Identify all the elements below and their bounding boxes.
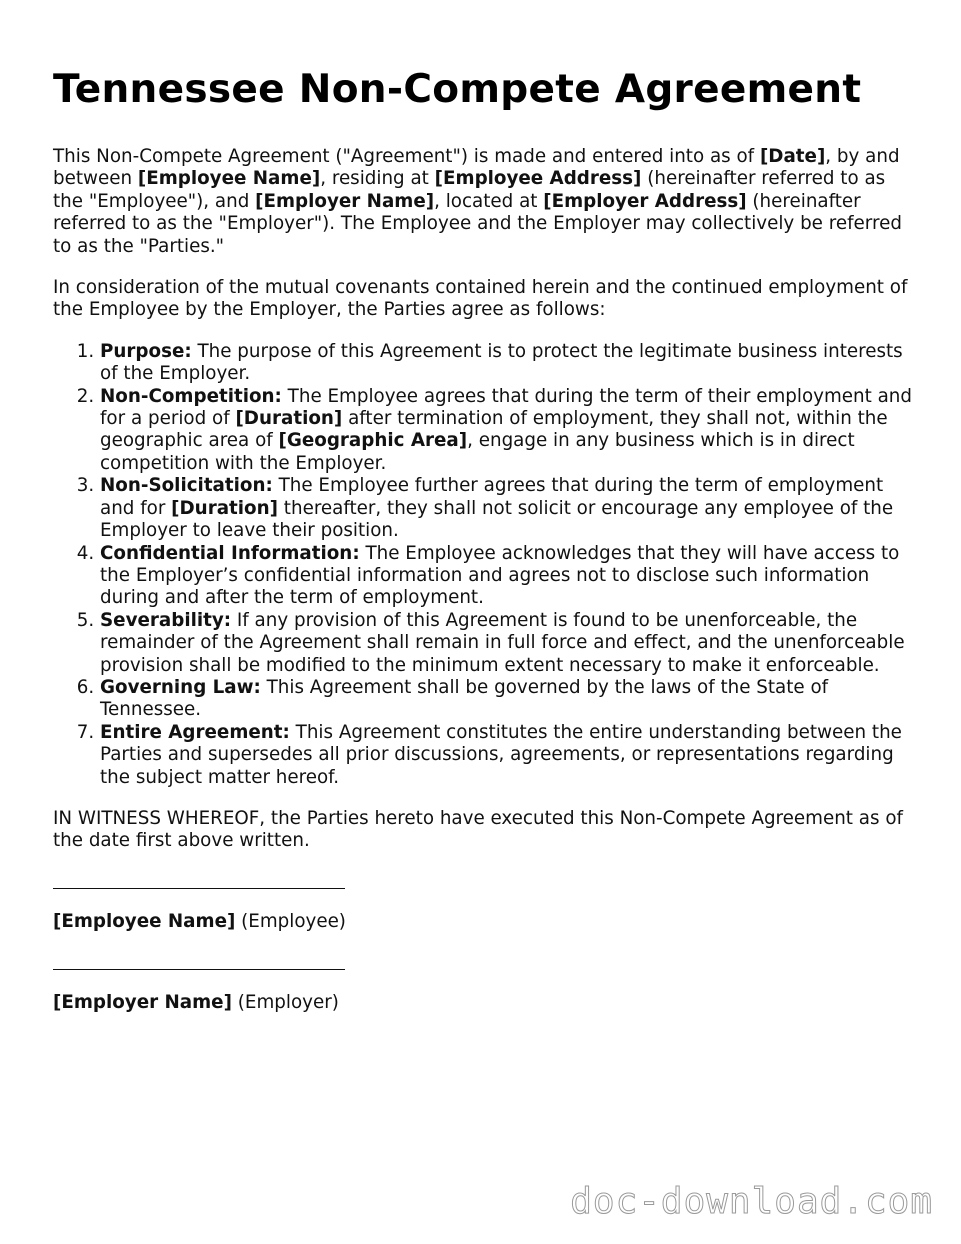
employer-signature-label <box>53 992 913 1014</box>
clause-severability <box>100 610 913 677</box>
intro-text: (hereinafter referred to as the "Employer"). The Employee and the Employer may collectively be referred to as the "Parties." <box>53 190 902 257</box>
clause-non-competition <box>100 386 913 476</box>
clause-heading: Purpose: <box>100 340 192 362</box>
duration-placeholder: [Duration] <box>235 408 343 430</box>
intro-paragraph <box>53 146 913 258</box>
clause-text: The purpose of this Agreement is to protect the legitimate business interests of the Employer. <box>100 340 903 385</box>
clause-text: This Agreement shall be governed by the laws of the State of Tennessee. <box>100 676 829 721</box>
intro-text: This Non-Compete Agreement ("Agreement") is made and entered into as of <box>53 146 760 167</box>
geographic-area-placeholder: [Geographic Area] <box>278 430 468 452</box>
clause-heading: Non-Solicitation: <box>100 475 273 497</box>
clause-heading: Entire Agreement: <box>100 721 290 743</box>
intro-text: , residing at <box>320 168 435 190</box>
clause-text: after termination of employment, they shall not, within the geographic area of <box>100 408 888 452</box>
signature-role: (Employer) <box>231 992 339 1014</box>
clause-confidential-information <box>100 543 913 610</box>
intro-text: , located at <box>434 190 544 212</box>
intro-text: (hereinafter referred to as the "Employee"), and <box>53 168 886 212</box>
date-placeholder: [Date] <box>759 146 826 167</box>
clause-heading: Non-Competition: <box>100 385 282 407</box>
clause-entire-agreement <box>100 722 913 789</box>
clause-text: thereafter, they shall not solicit or encourage any employee of the Employer to leave their position. <box>100 497 894 542</box>
employer-address-placeholder: [Employer Address] <box>543 190 747 212</box>
clause-text: If any provision of this Agreement is found to be unenforceable, the remainder of the Agreement shall remain in full force and effect, and the unenforceable provision shall be modified to the minimum extent necessary to make it enforceable. <box>100 609 905 676</box>
signature-role: (Employee) <box>235 910 346 932</box>
employer-name-placeholder: [Employer Name] <box>255 190 435 212</box>
clause-text: The Employee agrees that during the term of their employment and for a period of <box>100 385 912 430</box>
employee-signature-label <box>53 911 913 933</box>
consideration-paragraph: In consideration of the mutual covenants contained herein and the continued employment of the Employee by the Employer, the Parties agree as follows: <box>53 277 908 321</box>
clause-purpose <box>100 341 913 386</box>
clause-heading: Confidential Information: <box>100 542 360 564</box>
clause-non-solicitation <box>100 475 913 542</box>
clause-governing-law <box>100 677 913 722</box>
employee-name-placeholder: [Employee Name] <box>53 910 236 932</box>
clause-text: , engage in any business which is in direct competition with the Employer. <box>100 430 855 474</box>
clause-heading: Governing Law: <box>100 676 261 698</box>
employer-name-placeholder: [Employer Name] <box>53 992 232 1014</box>
intro-text: , by and between <box>53 146 900 190</box>
duration-placeholder: [Duration] <box>171 497 278 519</box>
witness-paragraph: IN WITNESS WHEREOF, the Parties hereto have executed this Non-Compete Agreement as of the date first above written. <box>53 807 903 852</box>
clause-text: The Employee acknowledges that they will have access to the Employer’s confidential information and agrees not to disclose such information during and after the term of employment. <box>100 542 900 609</box>
employee-address-placeholder: [Employee Address] <box>434 168 642 190</box>
clause-text: This Agreement constitutes the entire understanding between the Parties and supersedes all prior discussions, agreements, or representations regarding the subject matter hereof. <box>100 721 902 788</box>
employer-signature-line <box>53 969 345 970</box>
clause-list <box>53 341 913 789</box>
employee-signature-line <box>53 888 345 889</box>
document-title: Tennessee Non-Compete Agreement <box>53 67 862 112</box>
clause-text: The Employee further agrees that during the term of employment and for <box>100 475 884 519</box>
employee-name-placeholder: [Employee Name] <box>137 168 321 190</box>
watermark-text: doc-download.com <box>570 1181 933 1222</box>
document-page <box>53 66 913 1051</box>
clause-heading: Severability: <box>100 609 232 631</box>
